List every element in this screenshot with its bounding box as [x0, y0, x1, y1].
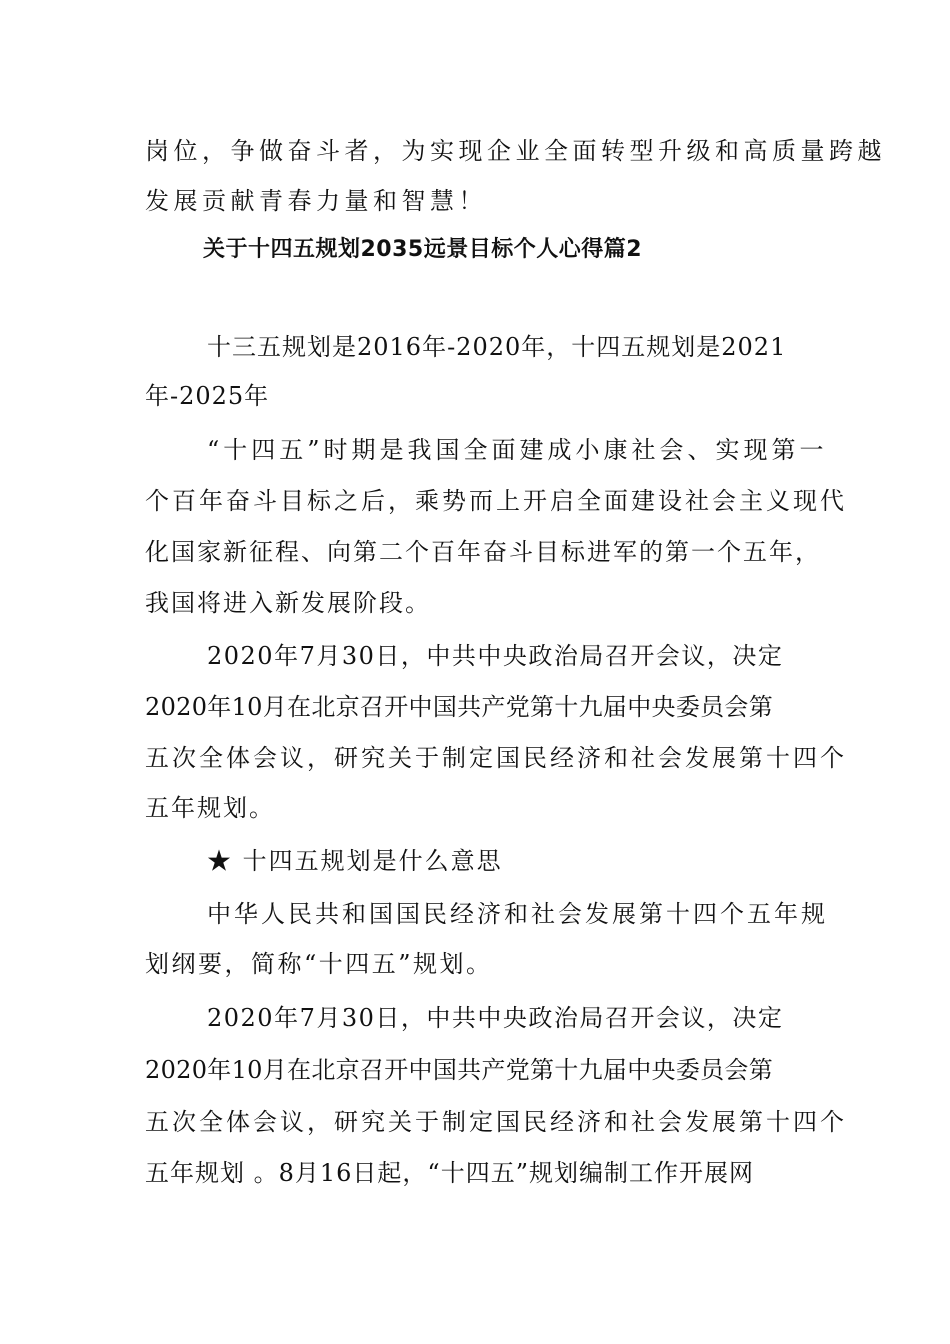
section-heading: 关于十四五规划2035远景目标个人心得篇2 — [203, 237, 643, 262]
body-text-line: 中华人民共和国国民经济和社会发展第十四个五年规 — [207, 900, 828, 928]
body-text-line: 我国将进入新发展阶段。 — [145, 589, 431, 617]
body-text-line: 化国家新征程、向第二个百年奋斗目标进军的第一个五年， — [145, 538, 821, 566]
body-text-line: 个百年奋斗目标之后，乘势而上开启全面建设社会主义现代 — [145, 487, 847, 515]
body-text-line: 五次全体会议，研究关于制定国民经济和社会发展第十四个 — [145, 744, 847, 772]
body-text-line: 十三五规划是2016年-2020年，十四五规划是2021 — [207, 333, 787, 361]
body-text-line: 2020年10月在北京召开中国共产党第十九届中央委员会第 — [145, 693, 774, 721]
body-text-line: 发展贡献青春力量和智慧！ — [145, 187, 487, 215]
body-text-line: 岗位，争做奋斗者，为实现企业全面转型升级和高质量跨越 — [145, 137, 886, 165]
body-text-line: 2020年10月在北京召开中国共产党第十九届中央委员会第 — [145, 1056, 774, 1084]
body-text-line: 2020年7月30日，中共中央政治局召开会议，决定 — [207, 642, 784, 670]
body-text-line: 五次全体会议，研究关于制定国民经济和社会发展第十四个 — [145, 1108, 847, 1136]
body-text-line: 2020年7月30日，中共中央政治局召开会议，决定 — [207, 1004, 784, 1032]
body-text-line: 五年规划。 — [145, 794, 275, 822]
subheading: ★ 十四五规划是什么意思 — [207, 847, 503, 875]
body-text-line: 划纲要，简称“十四五”规划。 — [145, 950, 493, 978]
body-text-line: “十四五”时期是我国全面建成小康社会、实现第一 — [207, 436, 828, 464]
body-text-line: 年-2025年 — [145, 382, 270, 410]
body-text-line: 五年规划 。8月16日起，“十四五”规划编制工作开展网 — [145, 1159, 754, 1187]
